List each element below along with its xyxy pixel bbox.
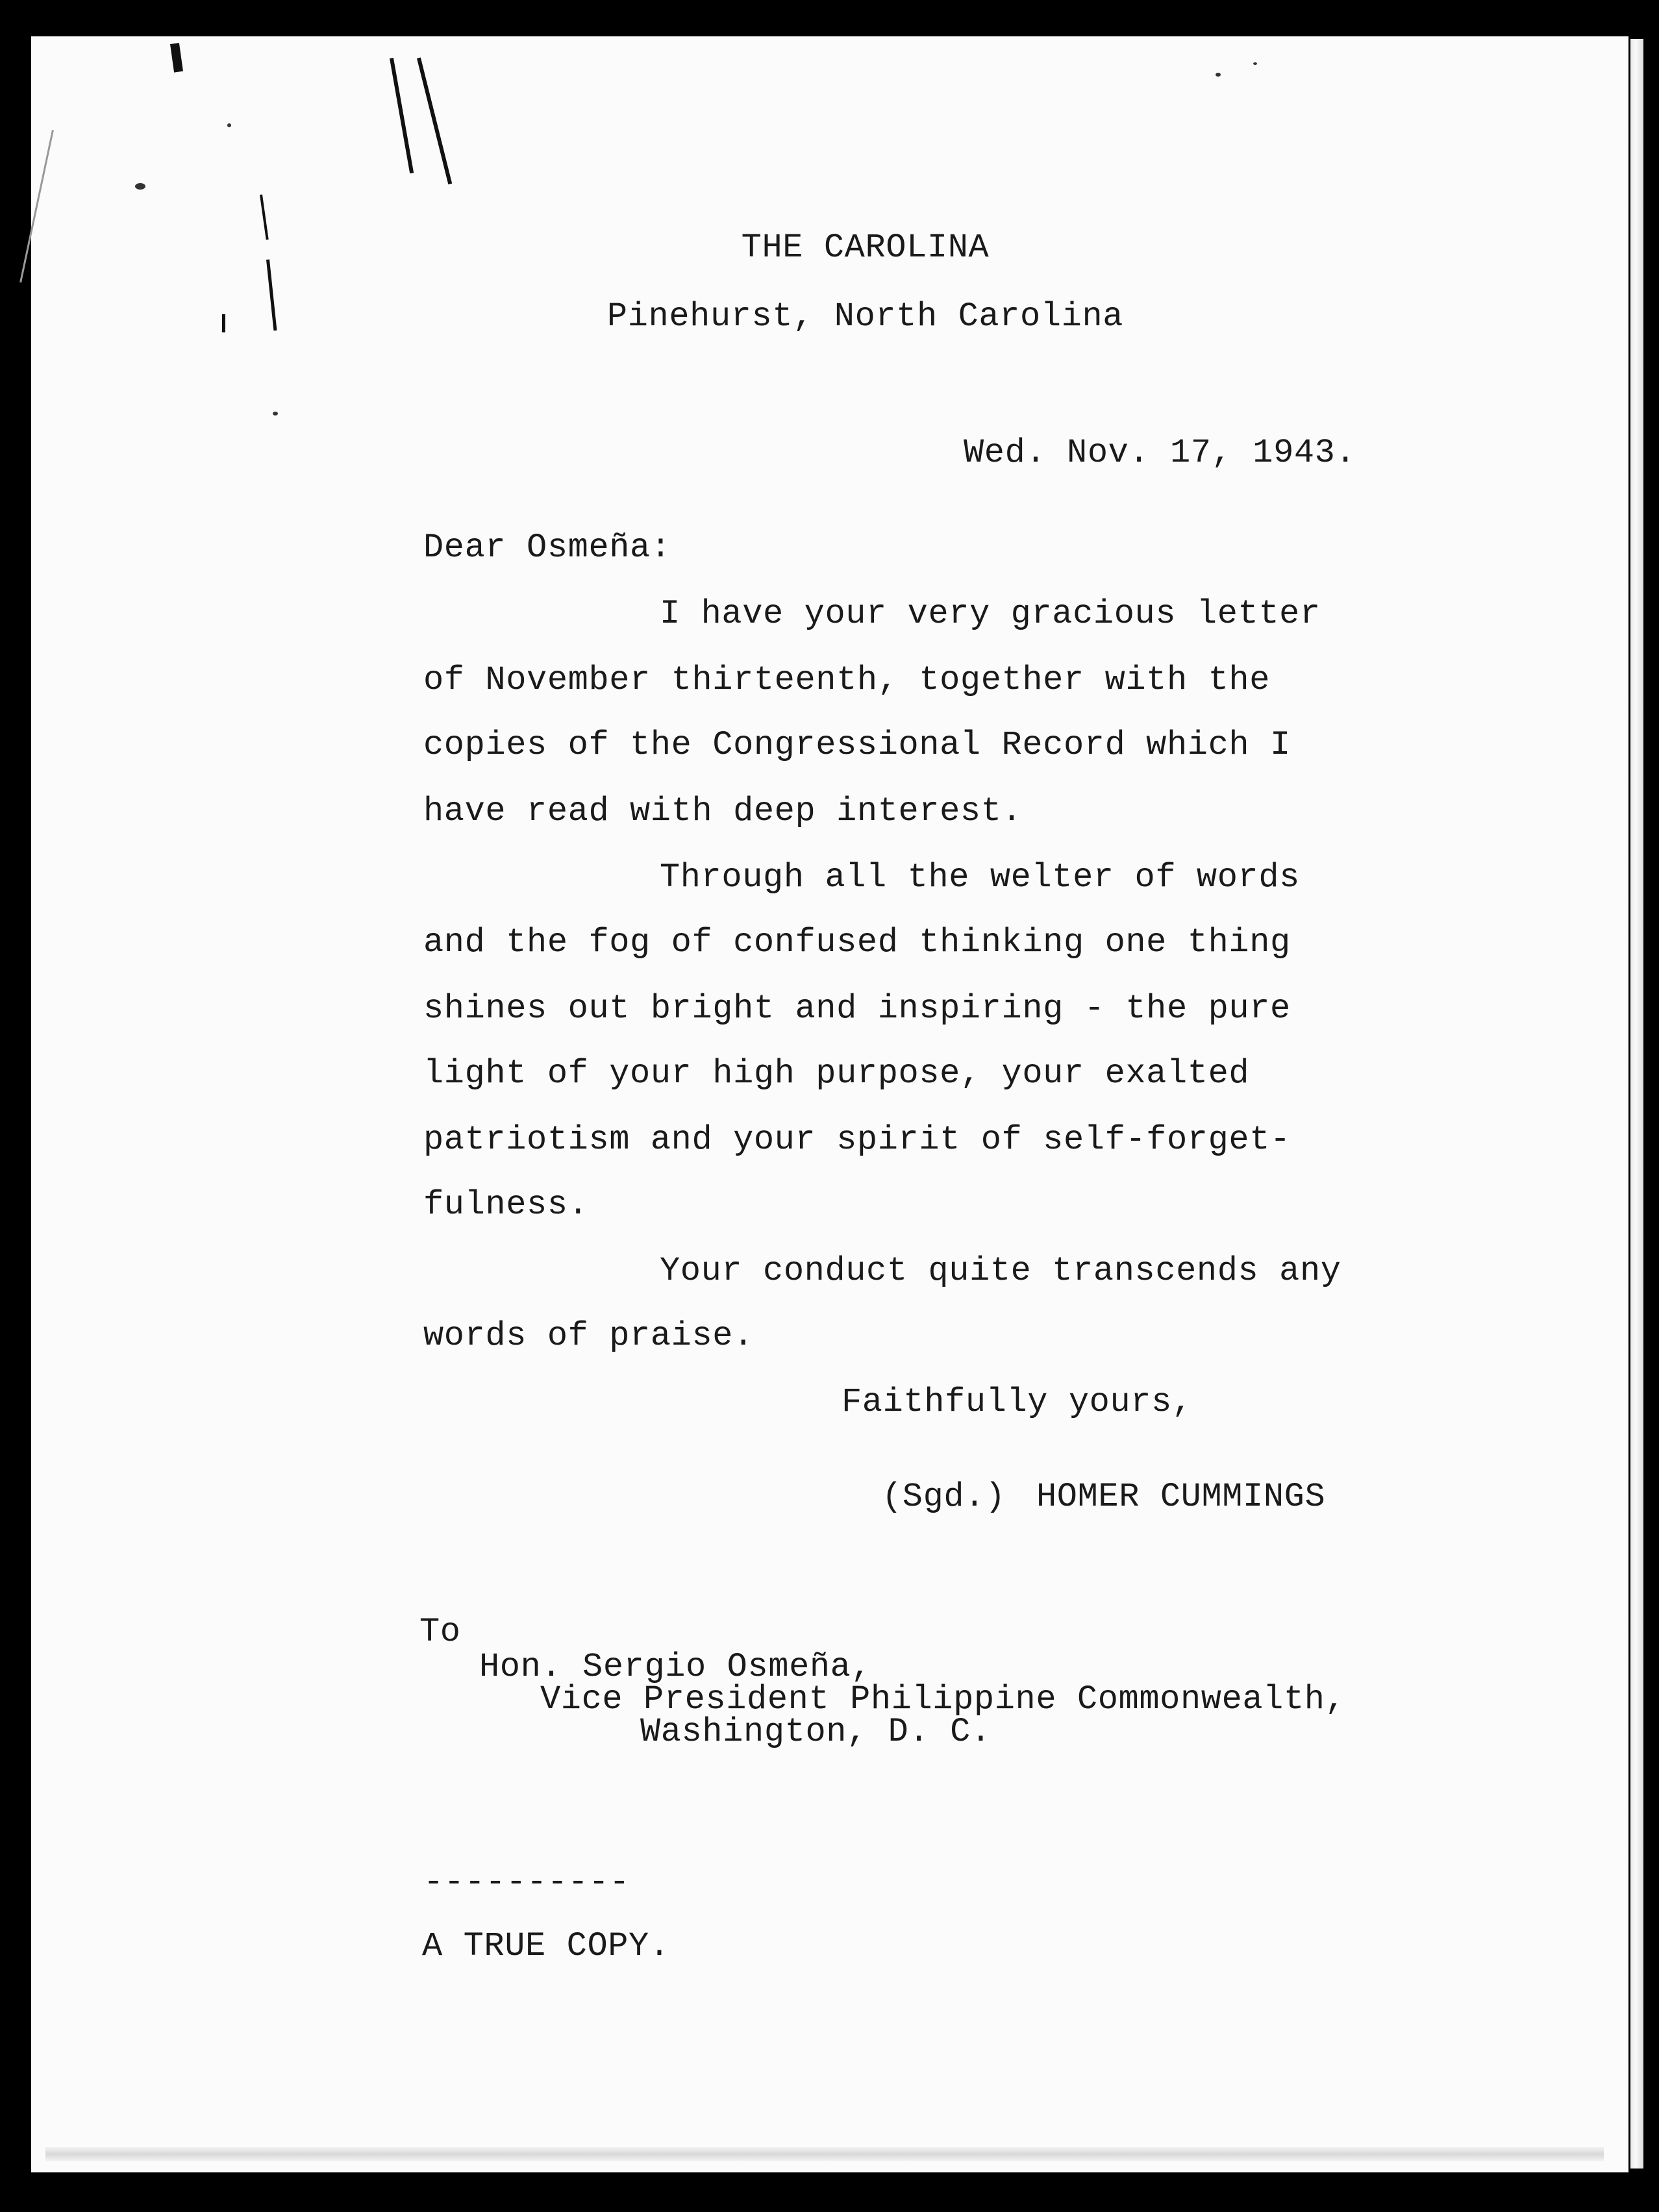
- letter-date: Wed. Nov. 17, 1943.: [964, 434, 1356, 472]
- body-line: I have your very gracious letter: [660, 595, 1321, 633]
- body-line: light of your high purpose, your exalted: [423, 1054, 1250, 1093]
- letterhead-name: THE CAROLINA: [741, 229, 990, 267]
- recipient-line: Hon. Sergio Osmeña,: [479, 1648, 872, 1686]
- body-line: copies of the Congressional Record which I: [423, 726, 1291, 764]
- recipient-line: Vice President Philippine Commonwealth,: [540, 1680, 1346, 1719]
- recipient-to: To: [419, 1613, 461, 1651]
- body-line: shines out bright and inspiring - the pure: [423, 989, 1291, 1028]
- salutation: Dear Osmeña:: [423, 528, 671, 567]
- body-line: and the fog of confused thinking one thing: [423, 923, 1291, 962]
- body-line: Through all the welter of words: [660, 858, 1300, 897]
- sgd-mark: (Sgd.): [882, 1478, 1006, 1516]
- signer-name: HOMER CUMMINGS: [1036, 1478, 1326, 1516]
- separator-line: ----------: [423, 1863, 630, 1902]
- body-line: Your conduct quite transcends any: [660, 1252, 1341, 1290]
- paper-stack-edge: [1630, 39, 1643, 2169]
- closing: Faithfully yours,: [842, 1383, 1193, 1421]
- paper-bottom-edge: [45, 2147, 1604, 2161]
- body-line: of November thirteenth, together with the: [423, 661, 1271, 699]
- body-line: have read with deep interest.: [423, 792, 1023, 830]
- letterhead-location: Pinehurst, North Carolina: [606, 297, 1124, 336]
- document-page: [31, 36, 1628, 2172]
- true-copy-certification: A TRUE COPY.: [422, 1927, 670, 1965]
- body-line: words of praise.: [423, 1317, 754, 1355]
- body-line: patriotism and your spirit of self-forget-: [423, 1121, 1291, 1159]
- body-line: fulness.: [423, 1186, 589, 1224]
- recipient-line: Washington, D. C.: [640, 1713, 992, 1751]
